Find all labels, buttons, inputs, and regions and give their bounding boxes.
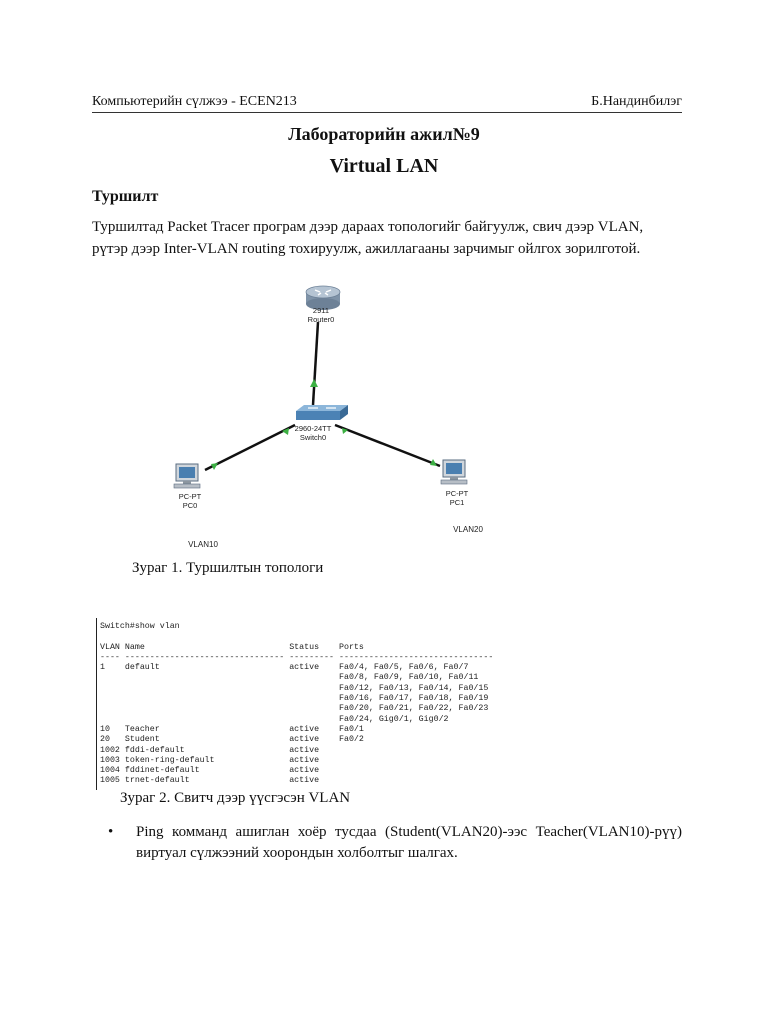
section-heading: Туршилт (92, 188, 159, 205)
link-switch-pc0 (205, 425, 295, 470)
port-up-indicator (310, 379, 318, 387)
pc1-computer-icon (441, 460, 467, 484)
bullet-text: Ping комманд ашиглан хоёр тусдаа (Student(VLAN20)-ээс Teacher(VLAN10)-рүү) виртуал сүлжээний хоорондын холболтыг шалгах. (136, 824, 682, 861)
router-model-label: 2911 (312, 306, 330, 315)
router-name-label: Router0 (307, 315, 335, 324)
switch-model-label: 2960-24TT (294, 424, 332, 433)
section-paragraph: Туршилтад Packet Tracer програм дээр дараах топологийг байгуулж, свич дээр VLAN, рүтэр дээр Inter-VLAN routing тохируулж, ажиллагааны зарчимыг ойлгох зорилготой. (92, 219, 644, 257)
link-router-switch (313, 322, 318, 405)
bullet-symbol: • (108, 824, 114, 840)
pc0-computer-icon (174, 464, 200, 488)
pc1-model-label: PC-PT (445, 489, 469, 498)
pc0-model-label: PC-PT (178, 492, 202, 501)
lab-subtitle: Virtual LAN (329, 155, 439, 177)
header-divider (92, 112, 682, 113)
pc1-vlan-label: VLAN20 (453, 525, 483, 534)
header-author: Б.Нандинбилэг (591, 94, 682, 109)
link-switch-pc1 (335, 425, 440, 466)
pc1-name-label: PC1 (449, 498, 465, 507)
switch-icon (296, 405, 348, 420)
figure1-caption: Зураг 1. Туршилтын топологи (132, 560, 324, 576)
figure2-caption: Зураг 2. Свитч дээр үүсгэсэн VLAN (120, 790, 351, 806)
pc0-name-label: PC0 (182, 501, 198, 510)
pc0-vlan-label: VLAN10 (188, 540, 218, 549)
topology-diagram (150, 270, 530, 560)
header-course: Компьютерийн сүлжээ - ECEN213 (92, 94, 297, 109)
show-vlan-output: Switch#show vlan VLAN Name Status Ports ---- -------------------------------- --------- ------------------------------- 1 default active Fa0/4, Fa0/5, Fa0/6, Fa0/7 Fa0/8, Fa0/9, Fa0/10, Fa0/11 Fa0/12, Fa0/13, Fa0/14, Fa0/15 Fa0/16, Fa0/17, Fa0/18, Fa0/19 Fa0/20, Fa0/21, Fa0/22, Fa0/23 Fa0/24, Gig0/1, Gig0/2 10 Teacher active Fa0/1 20 Student active Fa0/2 1002 fddi-default active 1003 token-ring-default active 1004 fddinet-default active 1005 trnet-default active (100, 622, 494, 786)
switch-name-label: Switch0 (299, 433, 327, 442)
terminal-output (96, 618, 517, 790)
lab-title: Лабораторийн ажил№9 (288, 124, 480, 144)
